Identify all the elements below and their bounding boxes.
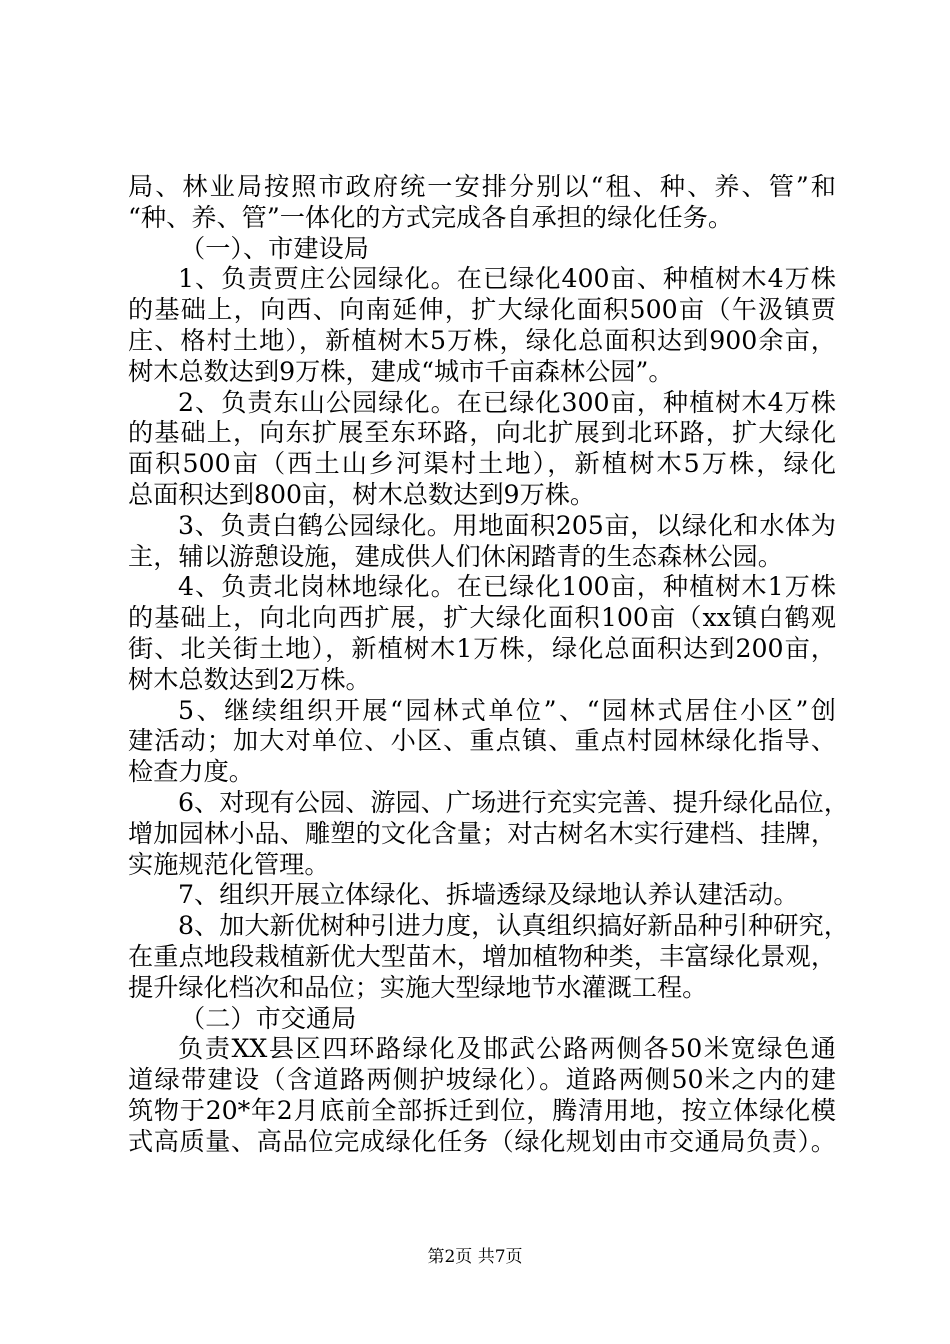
text-line: 筑物于20*年2月底前全部拆迁到位，腾清用地，按立体绿化模 (128, 1095, 836, 1125)
text-line: 的基础上，向北向西扩展，扩大绿化面积100亩（xx镇白鹤观 (128, 603, 836, 633)
text-line: 街、北关街土地），新植树木1万株，绿化总面积达到200亩， (128, 633, 836, 663)
text-line: 提升绿化档次和品位；实施大型绿地节水灌溉工程。 (128, 972, 708, 1002)
text-line: 式高质量、高品位完成绿化任务（绿化规划由市交通局负责）。 (128, 1126, 836, 1156)
text-line: （二）市交通局 (180, 1003, 357, 1033)
text-line: 树木总数达到2万株。 (128, 664, 371, 694)
text-line: （一）、市建设局 (180, 233, 369, 263)
text-line: 3、负责白鹤公园绿化。用地面积205亩，以绿化和水体为 (178, 510, 836, 540)
document-body (128, 172, 849, 1158)
text-line: 检查力度。 (128, 757, 254, 787)
text-line: 道绿带建设（含道路两侧护坡绿化）。道路两侧50米之内的建 (128, 1065, 836, 1095)
text-line: 负责XX县区四环路绿化及邯武公路两侧各50米宽绿色通 (178, 1034, 836, 1064)
text-line: 建活动；加大对单位、小区、重点镇、重点村园林绿化指导、 (128, 726, 836, 756)
text-line: “种、养、管”一体化的方式完成各自承担的绿化任务。 (128, 202, 734, 232)
page-footer: 第2页 共7页 (427, 1247, 523, 1267)
text-line: 实施规范化管理。 (128, 849, 330, 879)
text-line: 增加园林小品、雕塑的文化含量；对古树名木实行建档、挂牌， (128, 818, 836, 848)
text-line: 树木总数达到9万株，建成“城市千亩森林公园”。 (128, 356, 674, 386)
text-line: 7、组织开展立体绿化、拆墙透绿及绿地认养认建活动。 (178, 880, 799, 910)
text-line: 的基础上，向东扩展至东环路，向北扩展到北环路，扩大绿化 (128, 418, 836, 448)
text-line: 5、继续组织开展“园林式单位”、“园林式居住小区”创 (178, 695, 836, 725)
text-line: 总面积达到800亩，树木总数达到9万株。 (128, 479, 596, 509)
text-line: 2、负责东山公园绿化。在已绿化300亩，种植树木4万株 (178, 387, 836, 417)
text-line: 8、加大新优树种引进力度，认真组织搞好新品种引种研究， (178, 911, 849, 941)
text-line: 在重点地段栽植新优大型苗木，增加植物种类，丰富绿化景观， (128, 941, 836, 971)
text-line: 面积500亩（西土山乡河渠村土地），新植树木5万株，绿化 (128, 449, 836, 479)
text-line: 6、对现有公园、游园、广场进行充实完善、提升绿化品位， (178, 787, 849, 817)
text-line: 庄、格村土地），新植树木5万株，绿化总面积达到900余亩， (128, 325, 836, 355)
text-line: 主，辅以游憩设施，建成供人们休闲踏青的生态森林公园。 (128, 541, 783, 571)
text-line: 局、林业局按照市政府统一安排分别以“租、种、养、管”和 (128, 172, 836, 201)
text-line: 4、负责北岗林地绿化。在已绿化100亩，种植树木1万株 (178, 572, 836, 602)
text-line: 1、负责贾庄公园绿化。在已绿化400亩、种植树木4万株 (178, 264, 836, 294)
text-line: 的基础上，向西、向南延伸，扩大绿化面积500亩（午汲镇贾 (128, 295, 836, 325)
